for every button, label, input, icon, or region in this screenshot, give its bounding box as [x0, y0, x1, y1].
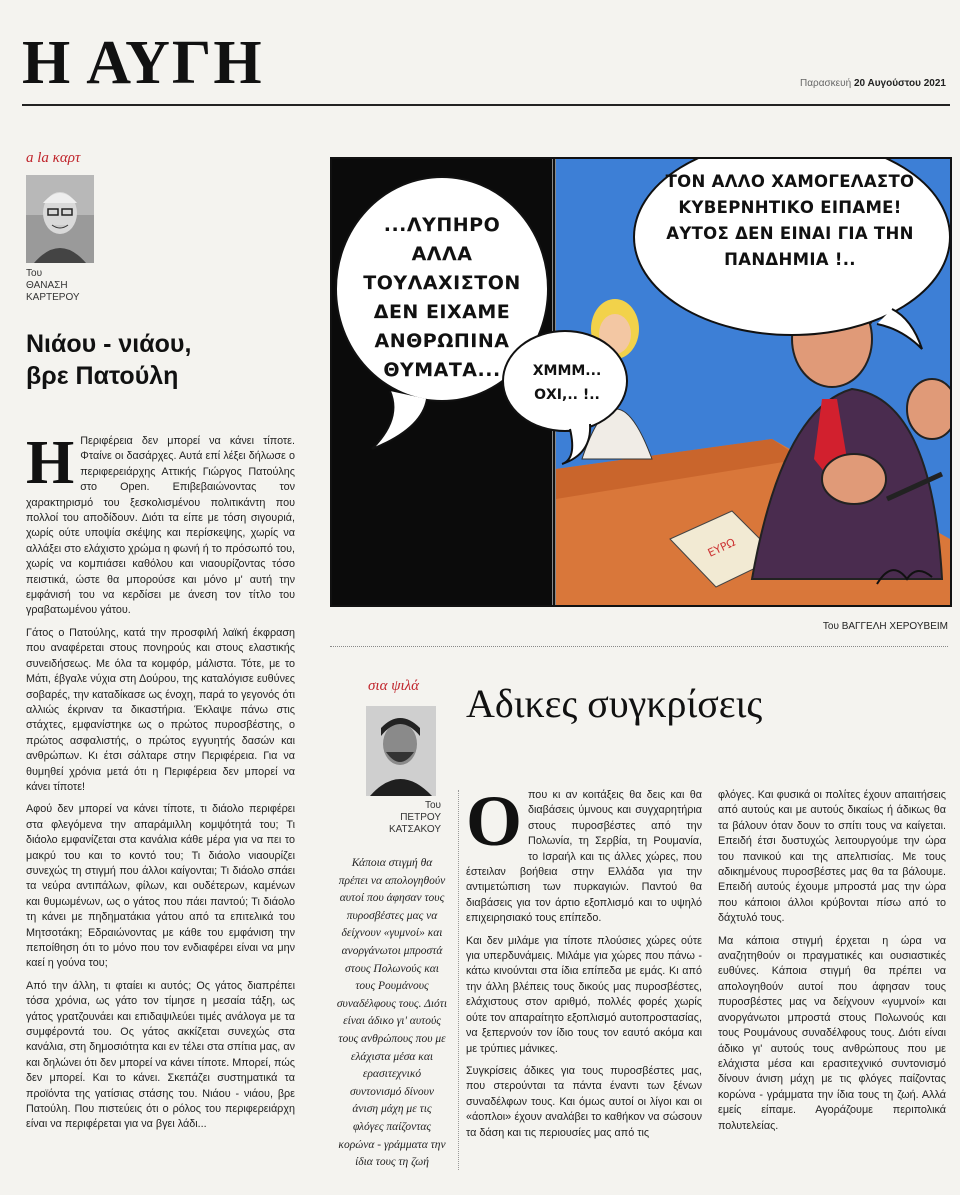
- left-article-body: [26, 434, 295, 1179]
- right-article-col-1: [466, 788, 702, 1178]
- paragraph: Μα κάποια στιγμή έρχεται η ώρα να αναζητηθούν οι πραγματικές και ουσιαστικές ευθύνες. Κάποια στιγμή θα πρέπει να απολογηθούν αυτοί που άφησαν τους πυροσβέστες μας να δείχνουν «γυμνοί» και ανοργάνωτοι μπροστά στους Πολωνούς και τους Ρουμάνους συναδέλφους τους. Διότι είναι άδικο γι' αυτούς τους ανθρώπους που με ελάχιστα μέσα και ερασιτεχνικό συντονισμό δίνουν άνιση μάχη με τις φλόγες παίζοντας κορώνα - γράμματα την ίδια τους τη ζωή. Αλλά εμείς είπαμε. Αγοράζουμε περιπολικά πολυτελείας.: [718, 934, 946, 1132]
- cartoon-credit: [823, 621, 948, 632]
- pull-quote: Κάποια στιγμή θα πρέπει να απολογηθούν αυτοί που άφησαν τους πυροσβέστες μας να δείχνουν «γυμνοί» και ανοργάνωτοι μπροστά στους Πολωνούς και τους Ρουμάνους συναδέλφους τους. Διότι είναι άδικο γι' αυτούς τους ανθρώπους που με ελάχιστα μέσα και ερασιτεχνικό συντονισμό δίνουν άνιση μάχη με τις φλόγες παίζοντας κορώνα - γράμματα την ίδια τους τη ζωή: [336, 857, 448, 1169]
- newspaper-masthead: Η ΑΥΓΗ: [22, 29, 264, 97]
- right-article-col-2: [718, 788, 946, 1178]
- author-photo-left: [26, 175, 94, 263]
- paragraph: Γάτος ο Πατούλης, κατά την προσφιλή λαϊκή έκφραση που αναφέρεται στους πονηρούς και στους ελαστικής συνειδήσεως. Με όλα τα κομφόρ, μάλιστα. Τότε, με το Μάτι, έβγαλε νύχια στη Δούρου, της καταλόγισε ευθύνες σοβαρές, την καταδίκασε ως ένοχη, παρά το γεγονός ότι αλλιώς έκριναν τα δικαστήρια. Έκλαψε πάνω στις στάχτες, εμφανίστηκε ως ο πρώτος πυροσβέστης, ο πρώτος ασφαλιστής, ο πρώτος εγγυητής δασών και ανθρώπων. Κι έτσι σάλταρε στην Περιφέρεια. Για να θυμηθεί χρόνια μετά ότι η Περιφέρεια δεν μπορεί να κάνει τίποτε!: [26, 626, 295, 793]
- date-value: 20 Αυγούστου 2021: [853, 78, 946, 89]
- paragraph: [466, 788, 702, 927]
- cartoon-bubble-middle: ΧΜΜΜ... ΟΧΙ,.. !..: [532, 363, 602, 403]
- cartoon-bubble-right: ΤΟΝ ΑΛΛΟ ΧΑΜΟΓΕΛΑΣΤΟ ΚΥΒΕΡΝΗΤΙΚΟ ΕΙΠΑΜΕ! ΑΥΤΟΣ ΔΕΝ ΕΙΝΑΙ ΓΙΑ ΤΗΝ ΠΑΝΔΗΜΙΑ !..: [665, 172, 915, 269]
- right-byline: [366, 800, 441, 836]
- left-headline: [26, 328, 306, 392]
- paragraph: [26, 434, 295, 619]
- headline-line-2: βρε Πατούλη: [26, 362, 179, 390]
- headline-line-1: Νιάου - νιάου,: [26, 330, 192, 358]
- editorial-cartoon: [330, 157, 952, 607]
- byline-prefix: Του: [424, 800, 441, 811]
- author-photo-right: [366, 706, 436, 796]
- right-column-kicker: σια ψιλά: [368, 678, 420, 694]
- masthead-rule: [22, 104, 950, 106]
- dropcap: Ο: [466, 788, 523, 861]
- right-headline: Αδικες συγκρίσεις: [466, 681, 763, 726]
- left-byline: [26, 268, 126, 304]
- author-name: ΘΑΝΑΣΗ ΚΑΡΤΕΡΟΥ: [26, 280, 80, 303]
- paragraph: φλόγες. Και φυσικά οι πολίτες έχουν απαιτήσεις από αυτούς και με αυτούς δικαίως ή άδικως θα τα βάλουν όταν δουν το σπίτι τους να καίγεται. Επειδή έτσι δυστυχώς λειτουργούμε την ώρα του πανικού και της απελπισίας. Με τους αδικημένους πυροσβέστες μας θα τα βάλουμε. Επειδή αυτούς έχουμε μπροστά μας την ώρα που κάποιοι άλλοι κρύβονται πίσω από το δάχτυλό τους.: [718, 789, 946, 925]
- left-column-kicker: a la καρτ: [26, 150, 81, 166]
- byline-prefix: Του: [26, 268, 43, 279]
- cartoon-bubble-left: ...ΛΥΠΗΡΟ ΑΛΛΑ ΤΟΥΛΑΧΙΣΤΟΝ ΔΕΝ ΕΙΧΑΜΕ ΑΝΘΡΩΠΙΝΑ ΘΥΜΑΤΑ...: [363, 214, 521, 381]
- paragraph: Από την άλλη, τι φταίει κι αυτός; Ος γάτος διαπρέπει τόσα χρόνια, ως γάτο τον τίμησε η μεσαία τάξη, ως γάτος γρατζουνάει και επιδαψιλεύει τιμές ανάλογα με τα συμφέροντά του. Ος γάτος ακκίζεται συνεχώς στα κανάλια, στη δημοσιότητα και εν τέλει στα σπίτια μας, αν και δηλώνει ότι δεν μπορεί να κάνει τίποτε. Μπορεί, πώς δεν μπορεί. Και το κάνει. Σκεπάζει συστηματικά τα προϊόντα της γατίσιας στάσης του. Νιάου - νιάου, βρε Πατούλη. Που πιστεύεις ότι ο ρόλος του περιφερειάρχη είναι να περιφέρεται για να βγει λάδι...: [26, 979, 295, 1131]
- paragraph: Συγκρίσεις άδικες για τους πυροσβέστες μας, που στερούνται τα πάντα έναντι των ξένων συναδέλφων τους. Και όμως αυτοί οι λίγοι και οι «άοπλοι» έχουν αναλάβει το καθήκον να σώσουν τα δάση και τις περιουσίες μας από τις: [466, 1064, 702, 1139]
- paragraph-text: που κι αν κοιτάξεις θα δεις και θα διαβάσεις ύμνους και συγχαρητήρια στους πυροσβέστες από την Πολωνία, τη Σερβία, τη Ρουμανία, το Ισραήλ και τις άλλες χώρες, που έστειλαν βοήθεια στην Ελλάδα για την αντιμετώπιση των πυρκαγιών. Παντού θα διαβάσεις για τον άρτιο εξοπλισμό και το υψηλό επιχειρησιακό τους επίπεδο.: [466, 789, 702, 925]
- dateline: [800, 78, 946, 89]
- svg-text:ΕΥΡΩ: ΕΥΡΩ: [705, 535, 738, 560]
- section-divider: [330, 646, 948, 647]
- paragraph: Αφού δεν μπορεί να κάνει τίποτε, τι διάολο περιφέρει στα φλεγόμενα την απαράμιλλη κομψότητά του; Τι διάολο εμφανίζεται στα κανάλια κάθε μέρα για να πει το μακρύ του και το κοντό του; Τι διάολο νιαουρίζει συνεχώς τη στιγμή που άλλοι καίγονται; Τι διάολο σπάει τα νεύρα αντιπάλων, φίλων, και ουδέτερων, καμένων και θυμωμένων, ως ο γάτος που πάει παντού; Τι διάολο τη κάνει με πηδηματάκια γάτου από τα επιτελικά του Μητσοτάκη; Εδραιώνοντας με κάθε του εμφάνιση την πεποίθηση ότι το μόνο που τον ενδιαφέρει είναι να μην καεί η γούνα του;: [26, 803, 295, 970]
- credit-prefix: Του: [822, 621, 839, 632]
- column-divider: [458, 790, 459, 1170]
- paragraph-text: Περιφέρεια δεν μπορεί να κάνει τίποτε. Φταίνε οι δασάρχες. Αυτά επί λέξει δήλωσε ο περιφερειάρχης Αττικής Γιώργος Πατούλης στο Open. Επιβεβαιώνοντας τον χαρακτηρισμό του ξεσκολισμένου πολιτικάντη που πολλοί του αποδίδουν. Διότι τα είπε με τόση σιγουριά, χωρίς ούτε υποψία σκέψης και περίσκεψης, χωρίς να αλλάξει στο ελάχιστο χρώμα η φωνή ή το πρόσωπό του, χωρίς να κομπιάσει καθόλου και νιαουρίζοντας τόσο πειστικά, ώστε θα μπορούσε και μόνο μ' αυτή την εμφάνισή του να κερδίσει με άνεση τον τίτλο του γραβατωμένου γάτου.: [26, 435, 295, 617]
- author-name: ΠΕΤΡΟΥ ΚΑΤΣΑΚΟΥ: [388, 812, 441, 835]
- paragraph: Και δεν μιλάμε για τίποτε πλούσιες χώρες ούτε για υπερδυνάμεις. Μιλάμε για χώρες που πάνω - κάτω κινούνται στα ίδια επίπεδα με εμάς. Κι από την άλλη βλέπεις τους δικούς μας πυροσβέστες, ελάχιστους στον αριθμό, πολλές φορές χωρίς ούτε τον απαραίτητο εξοπλισμό αυτοπροστασίας, να ξεπερνούν τον ίδιο τους τον εαυτό ακόμα και με τρύπιες μάνικες.: [466, 934, 702, 1055]
- dropcap: Η: [26, 434, 75, 497]
- cartoonist-name: ΒΑΓΓΕΛΗ ΧΕΡΟΥΒΕΙΜ: [841, 621, 948, 632]
- date-day: Παρασκευή: [800, 78, 852, 89]
